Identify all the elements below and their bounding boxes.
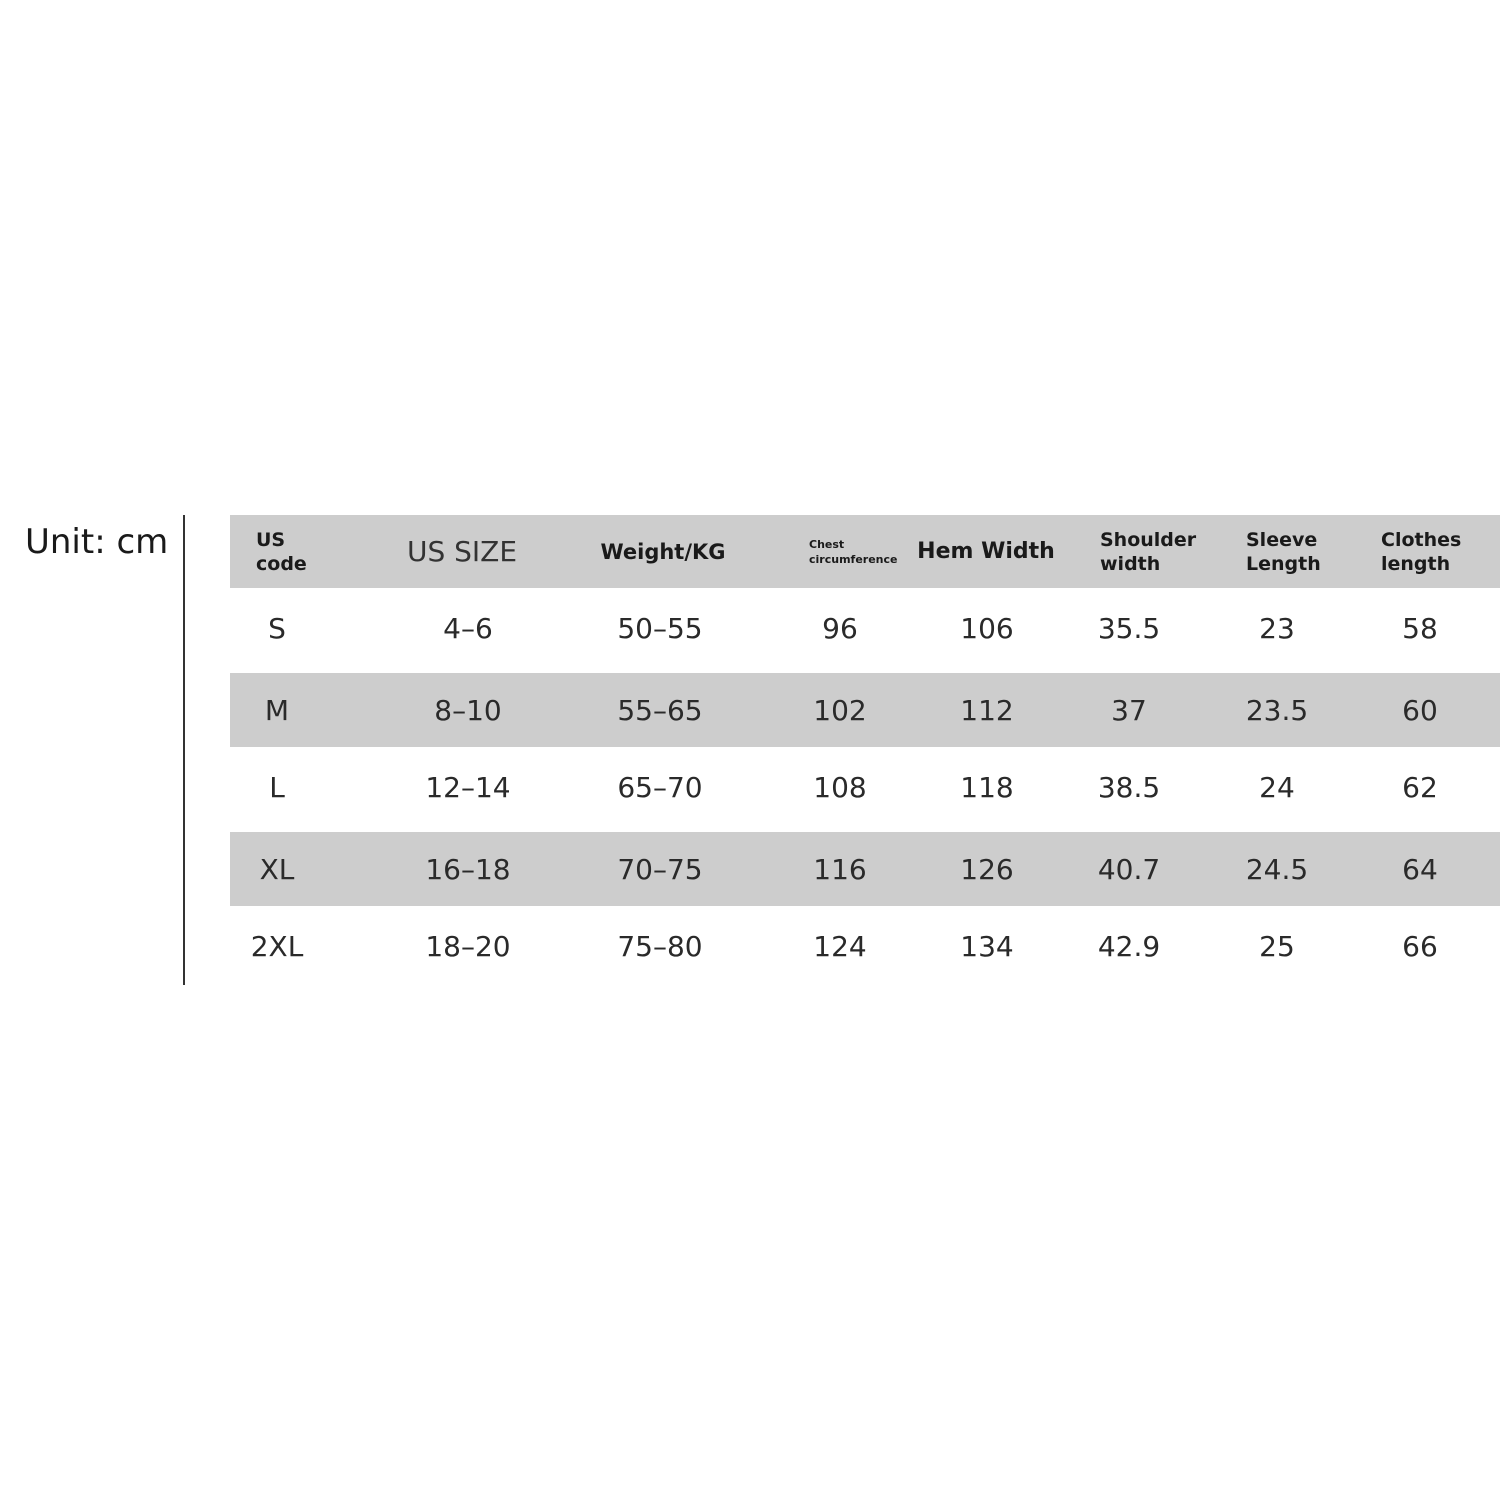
table-header-row <box>230 515 1500 588</box>
header-sleeve-length: Sleeve Length <box>1246 528 1321 575</box>
cell-sleeve: 25 <box>1259 930 1295 963</box>
cell-us-code: XL <box>259 852 295 886</box>
cell-chest: 96 <box>822 612 858 645</box>
cell-us-size: 18–20 <box>425 930 511 963</box>
cell-clothes: 60 <box>1402 693 1438 727</box>
header-us-code: US code <box>256 528 307 575</box>
cell-weight: 65–70 <box>617 771 703 804</box>
cell-us-code: M <box>264 693 290 727</box>
table-row-2xl <box>230 906 1500 987</box>
cell-chest: 108 <box>813 771 867 804</box>
cell-chest: 116 <box>813 852 867 886</box>
cell-weight: 75–80 <box>617 930 703 963</box>
table-row-xl <box>230 832 1500 906</box>
size-chart-table <box>230 515 1500 987</box>
cell-sleeve: 23 <box>1259 612 1295 645</box>
cell-clothes: 64 <box>1402 852 1438 886</box>
cell-hem: 118 <box>960 771 1014 804</box>
cell-us-code: 2XL <box>250 930 304 963</box>
header-chest-circumference: Chest circumference <box>809 537 898 566</box>
header-shoulder-width: Shoulder width <box>1100 528 1197 575</box>
cell-clothes: 58 <box>1402 612 1438 645</box>
cell-chest: 102 <box>813 693 867 727</box>
vertical-divider <box>183 515 185 985</box>
cell-hem: 106 <box>960 612 1014 645</box>
cell-shoulder: 40.7 <box>1097 852 1161 886</box>
table-row-m <box>230 673 1500 747</box>
cell-us-size: 4–6 <box>443 612 493 645</box>
cell-sleeve: 24.5 <box>1245 852 1309 886</box>
header-hem-width: Hem Width <box>917 538 1055 564</box>
cell-shoulder: 38.5 <box>1097 771 1161 804</box>
cell-sleeve: 24 <box>1259 771 1295 804</box>
table-row-l <box>230 747 1500 828</box>
cell-shoulder: 37 <box>1111 693 1147 727</box>
cell-weight: 50–55 <box>617 612 703 645</box>
cell-chest: 124 <box>813 930 867 963</box>
cell-weight: 70–75 <box>617 852 703 886</box>
cell-us-size: 12–14 <box>425 771 511 804</box>
cell-us-size: 16–18 <box>425 852 511 886</box>
header-us-size: US SIZE <box>406 534 518 568</box>
header-weight: Weight/KG <box>600 539 726 564</box>
cell-sleeve: 23.5 <box>1245 693 1309 727</box>
cell-shoulder: 35.5 <box>1097 612 1161 645</box>
cell-clothes: 62 <box>1402 771 1438 804</box>
cell-hem: 126 <box>960 852 1014 886</box>
cell-clothes: 66 <box>1402 930 1438 963</box>
header-clothes-length: Clothes length <box>1381 528 1462 575</box>
cell-shoulder: 42.9 <box>1097 930 1161 963</box>
cell-weight: 55–65 <box>617 693 703 727</box>
cell-us-code: L <box>269 771 285 804</box>
cell-us-code: S <box>268 612 286 645</box>
cell-hem: 134 <box>960 930 1014 963</box>
table-row-s <box>230 588 1500 669</box>
cell-hem: 112 <box>960 693 1014 727</box>
cell-us-size: 8–10 <box>434 693 502 727</box>
unit-label: Unit: cm <box>25 522 169 562</box>
